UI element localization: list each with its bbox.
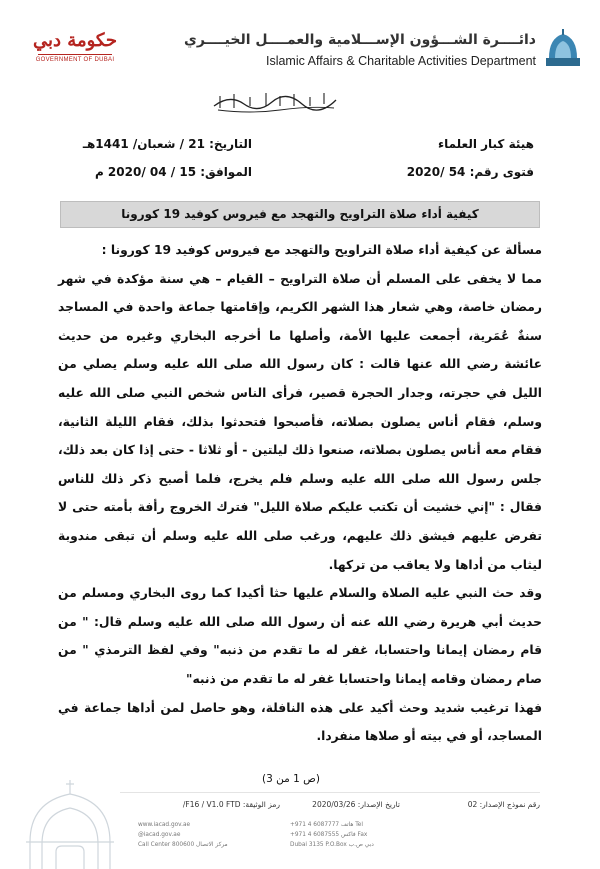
gov-logo-divider — [38, 54, 112, 55]
issue-date: تاريخ الإصدار: 2020/03/26 — [312, 800, 400, 809]
footer-web-contacts — [138, 820, 228, 850]
website-link[interactable]: www.iacad.gov.ae — [138, 822, 191, 828]
footer-phone-contacts — [290, 820, 374, 850]
body-paragraph: مما لا يخفى على المسلم أن صلاة التراويح – القيام – هي سنة مؤكدة في شهر رمضان خاصة، وهي شعار هذا الشهر الكريم، وإقامتها جماعة واحدة في المساجد سنةٌ عُمَرية، أجمعت عليها الأمة، وأصلها ما أخرجه البخاري وغيره من حديث عائشة رضي الله عنها قالت : كان رسول الله صلى الله عليه وسلم يصلي من الليل في حجرته، وجدار الحجرة قصير، فرأى الناس شخص النبي صلى الله عليه وسلم، فقام أناس يصلون بصلاته، فأصبحوا فتحدثوا بذلك، فقام الليلة الثانية، فقام معه أناس يصلون بصلاته، صنعوا ذلك ليلتين - أو ثلاثا - حتى إذا كان بعد ذلك، جلس رسول الله صلى الله عليه وسلم فلم يخرج، فلما أصبح ذكر ذلك للناس فقال : "إني خشيت أن تكتب عليكم صلاة الليل" فترك الخروج رأفة بأمته حتى لا تفرض عليهم فيشق ذلك عليهم، ورغب صلى الله عليه وسلم أن تبقى مندوبة ليثاب من أداها ولا يعاقب من تركها. — [58, 271, 542, 572]
fatwa-meta-right — [407, 130, 534, 186]
basmala-calligraphy — [210, 88, 340, 114]
subject-banner: كيفية أداء صلاة التراويح والتهجد مع فيروس كوفيد 19 كورونا — [60, 201, 540, 228]
social-handle[interactable]: @iacad.gov.ae — [138, 832, 181, 838]
gov-logo-english: GOVERNMENT OF DUBAI — [35, 57, 115, 63]
dome-logo-icon — [544, 28, 582, 68]
document-code: رمز الوثيقة: F16 / V1.0 FTD/ — [182, 800, 280, 809]
po-box: Dubai 3135 P.O.Box دبي ص.ب — [290, 842, 374, 848]
department-name-arabic: دائــــرة الشـــؤون الإســـلامية والعمــــل الخيــــري — [183, 32, 536, 48]
body-paragraph: مسألة عن كيفية أداء صلاة التراويح والتهجد مع فيروس كوفيد 19 كورونا : — [101, 243, 542, 257]
body-paragraph: فهذا ترغيب شديد وحث أكيد على هذه النافلة، وهو حاصل لمن أداها جماعة في المساجد، أو في بيته أو صلاها منفردا. — [58, 700, 542, 744]
department-name-english: Islamic Affairs & Charitable Activities Department — [265, 54, 536, 68]
fax-number: +971 4 6087555 فاكس Fax — [290, 832, 368, 838]
footer-dome-watermark-icon — [20, 776, 120, 869]
authority-name: هيئة كبار العلماء — [437, 137, 534, 151]
footer-divider — [120, 792, 540, 793]
phone-number: +971 4 6087777 هاتف Tel — [290, 822, 363, 828]
fatwa-meta-left — [83, 130, 252, 186]
fatwa-body — [58, 236, 542, 751]
form-number: رقم نموذج الإصدار: 02 — [467, 800, 540, 809]
gov-logo-arabic: حكومة دبي — [33, 30, 117, 51]
government-of-dubai-logo — [30, 30, 120, 76]
gregorian-date: الموافق: 15 / 04 /2020 م — [94, 165, 252, 179]
hijri-date: التاريخ: 21 / شعبان/ 1441هـ — [82, 137, 252, 151]
call-center: Call Center 800600 مركز الاتصال — [138, 842, 228, 848]
department-header — [162, 28, 582, 74]
fatwa-number: فتوى رقم: 54 /2020 — [406, 165, 534, 179]
body-paragraph: وقد حث النبي عليه الصلاة والسلام عليها حثا أكيدا كما روى البخاري ومسلم من حديث أبي هريرة رضي الله عنه أن رسول الله صلى الله عليه وسلم قال: " من قام رمضان إيمانا واحتسابا، غفر له ما تقدم من ذنبه" وفي لفظ الترمذي " من صام رمضان وقامه إيمانا واحتسابا غفر له ما تقدم من ذنبه" — [58, 586, 542, 686]
page-number: (ص 1 من 3) — [262, 773, 320, 785]
